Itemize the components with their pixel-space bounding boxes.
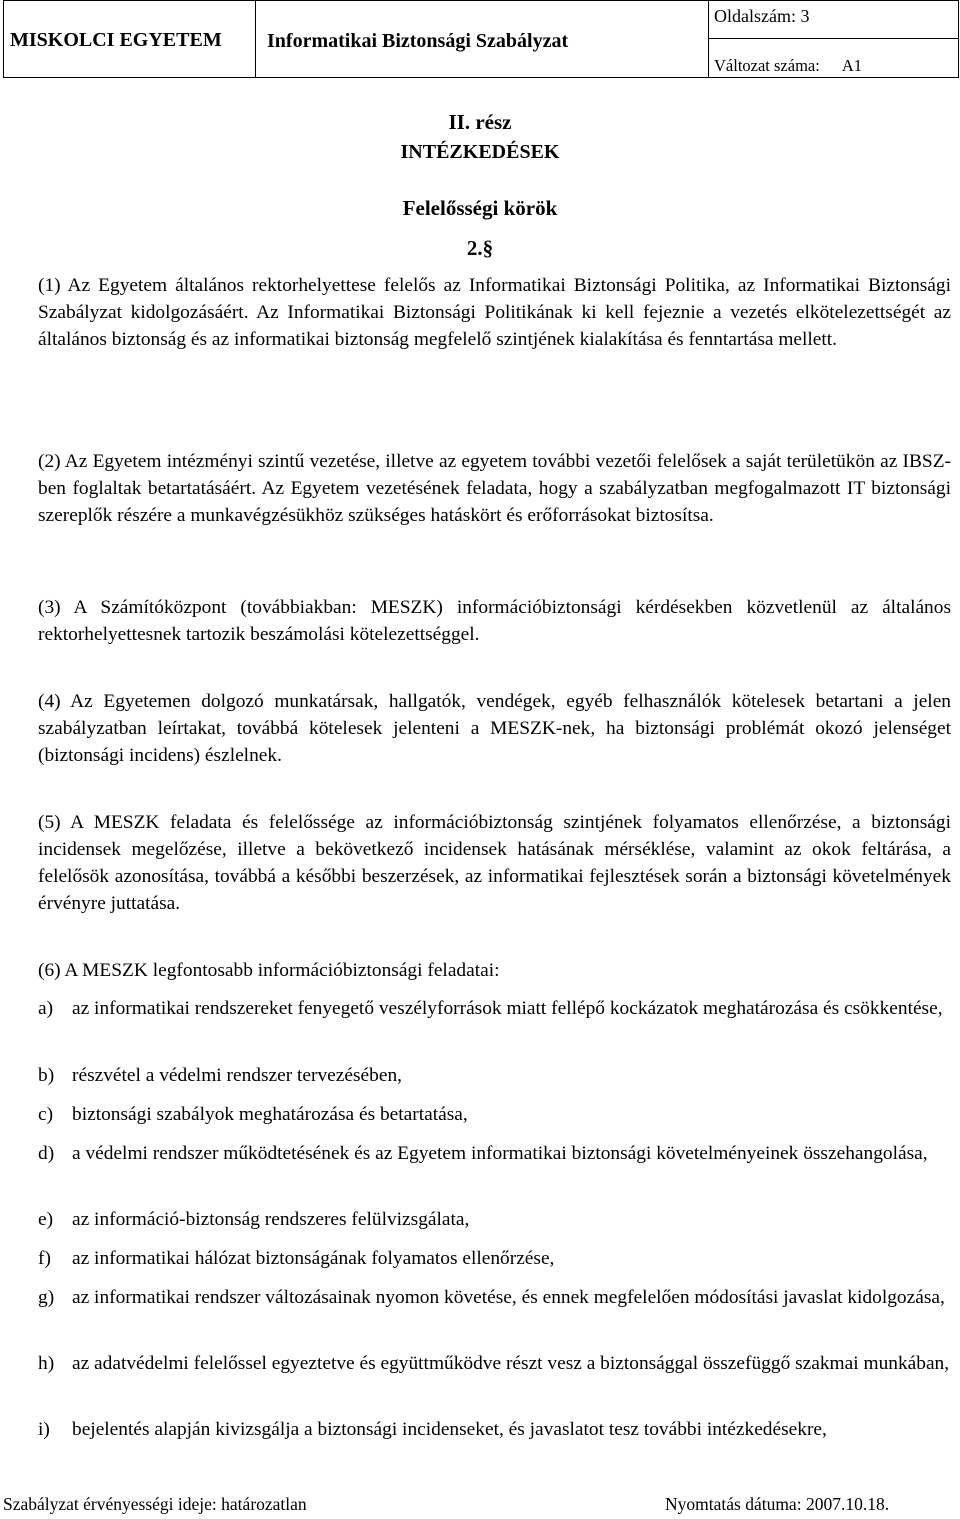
footer-validity: Szabályzat érvényességi ideje: határozatlan: [3, 1494, 307, 1514]
part-heading: II. rész: [448, 110, 512, 134]
version-info: [714, 56, 862, 76]
list-item-letter: h): [38, 1353, 55, 1374]
list-item: [38, 1101, 951, 1128]
footer-print-date: Nyomtatás dátuma: 2007.10.18.: [665, 1494, 890, 1514]
list-item: [38, 995, 951, 1022]
list-item: [38, 1350, 951, 1377]
paragraph-2: (2) Az Egyetem intézményi szintű vezetése, illetve az egyetem további vezetői felelősek a saját területükön az IBSZ-ben foglaltak betartatásáért. Az Egyetem vezetésének feladata, hogy a szabályzatban megfogalmazott IT biztonsági szereplők részére a munkavégzésükhöz szükséges hatáskört és erőforrásokat biztosítsa.: [38, 451, 951, 526]
list-item-letter: f): [38, 1248, 51, 1269]
paragraph-3: (3) A Számítóközpont (továbbiakban: MESZK) információbiztonsági kérdésekben közvetlenül az általános rektorhelyettesnek tartozik beszámolási kötelezettséggel.: [38, 597, 951, 645]
version-code: A1: [841, 56, 862, 75]
list-item-text: az információ-biztonság rendszeres felülvizsgálata,: [72, 1209, 470, 1230]
list-item-text: biztonsági szabályok meghatározása és betartatása,: [72, 1104, 468, 1125]
list-item: [38, 1416, 951, 1443]
list-item: [38, 1062, 951, 1089]
page-number-row: [709, 1, 958, 39]
list-item: [38, 1140, 951, 1167]
header-university-cell: [4, 1, 256, 77]
section-number: 2.§: [466, 236, 494, 260]
header-title-cell: [256, 1, 709, 77]
document-title: Informatikai Biztonsági Szabályzat: [267, 30, 569, 52]
list-item-text: az adatvédelmi felelőssel egyeztetve és együttműködve részt vesz a biztonsággal összefüggő szakmai munkában,: [72, 1353, 950, 1374]
list-item: [38, 1245, 951, 1272]
list-item-letter: b): [38, 1065, 55, 1086]
paragraph-4: (4) Az Egyetemen dolgozó munkatársak, hallgatók, vendégek, egyéb felhasználók kötelesek betartani a jelen szabályzatban leírtakat, továbbá kötelesek jelenteni a MESZK-nek, ha biztonsági problémát okozó jelenséget (biztonsági incidens) észlelnek.: [38, 691, 951, 766]
paragraph-5: (5) A MESZK feladata és felelőssége az információbiztonság szintjének folyamatos ellenőrzése, a biztonsági incidensek megelőzése, illetve a bekövetkező incidensek hatásának mérséklése, valamint az okok feltárása, a felelősök azonosítása, továbbá a későbbi beszerzések, az informatikai fejlesztések során a biztonsági követelmények érvényre juttatása.: [38, 812, 951, 914]
list-item-letter: e): [38, 1209, 54, 1230]
header-meta-cell: [709, 1, 958, 77]
list-item-text: az informatikai hálózat biztonságának folyamatos ellenőrzése,: [72, 1248, 555, 1269]
section-title: Felelősségi körök: [402, 196, 558, 220]
list-item-text: az informatikai rendszer változásainak nyomon követése, és ennek megfelelően módosítási javaslat kidolgozása,: [72, 1287, 945, 1308]
list-item-text: részvétel a védelmi rendszer tervezésében,: [72, 1065, 402, 1086]
list-item-text: az informatikai rendszereket fenyegető veszélyforrások miatt fellépő kockázatok meghatározása és csökkentése,: [72, 998, 943, 1019]
version-label: Változat száma:: [714, 56, 820, 75]
list-item-letter: i): [38, 1419, 50, 1440]
list-item-text: bejelentés alapján kivizsgálja a biztonsági incidenseket, és javaslatot tesz további intézkedésekre,: [72, 1419, 827, 1440]
part-title: INTÉZKEDÉSEK: [400, 141, 560, 163]
list-item-letter: c): [38, 1104, 54, 1125]
list-item-letter: d): [38, 1143, 55, 1164]
document-header: [3, 0, 959, 78]
university-name: MISKOLCI EGYETEM: [10, 29, 222, 51]
list-item: [38, 1206, 951, 1233]
page-number: Oldalszám: 3: [714, 6, 810, 26]
list-item-letter: a): [38, 998, 54, 1019]
list-item: [38, 1284, 951, 1311]
paragraph-1: (1) Az Egyetem általános rektorhelyettese felelős az Informatikai Biztonsági Politika, az Informatikai Biztonsági Szabályzat kidolgozásáért. Az Informatikai Biztonsági Politikának ki kell fejeznie a vezetés elkötelezettségét az általános biztonság és az informatikai biztonság megfelelő szintjének kialakítása és fenntartása mellett.: [38, 275, 951, 350]
paragraph-6: (6) A MESZK legfontosabb információbiztonsági feladatai:: [38, 960, 500, 981]
list-item-letter: g): [38, 1287, 55, 1308]
list-item-text: a védelmi rendszer működtetésének és az Egyetem informatikai biztonsági követelményeinek összehangolása,: [72, 1143, 928, 1164]
